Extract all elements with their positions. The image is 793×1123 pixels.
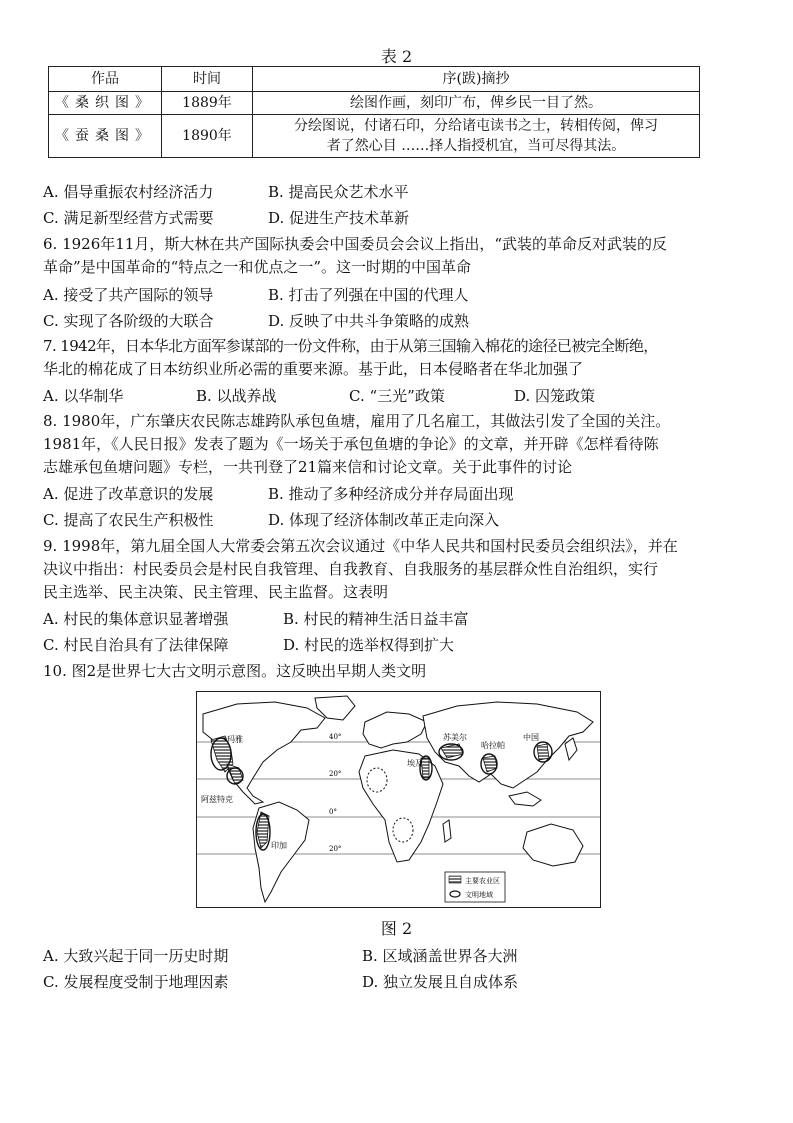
lat-label-equator: 0° [329, 808, 337, 816]
col-header-excerpt: 序(跋)摘抄 [253, 67, 700, 92]
q8-stem: 8. 1980年，广东肇庆农民陈志雄跨队承包鱼塘，雇用了几名雇工，其做法引发了全国的关注。 [43, 412, 671, 430]
q9-option-d: D. 村民的选举权得到扩大 [283, 636, 455, 654]
q9-stem: 9. 1998年，第九届全国人大常委会第五次会议通过《中华人民共和国村民委员会组织法》，并在 [43, 537, 678, 555]
q6-stem: 6. 1926年11月，斯大林在共产国际执委会中国委员会会议上指出，“武装的革命反对武装的反 [43, 235, 668, 253]
q6-stem: 革命”是中国革命的“特点之一和优点之一”。这一时期的中国革命 [43, 258, 472, 276]
q9-stem: 民主选举、民主决策、民主管理、民主监督。这表明 [43, 583, 389, 601]
q7-option-a: A. 以华制华 [43, 387, 124, 405]
legend-civ-label: 文明地域 [465, 891, 493, 899]
q7-option-b: B. 以战养战 [196, 387, 277, 405]
map-label-sumer: 苏美尔 [443, 733, 467, 742]
q9-stem: 决议中指出：村民委员会是村民自我管理、自我教育、自我服务的基层群众性自治组织，实行 [43, 560, 659, 578]
map-label-harappa: 哈拉帕 [481, 741, 505, 750]
q8-stem: 志雄承包鱼塘问题》专栏，一共刊登了21篇来信和讨论文章。关于此事件的讨论 [43, 458, 573, 476]
cell-excerpt-line: 者了然心目 ……择人指授机宜，当可尽得其法。 [326, 138, 626, 154]
figure-caption: 图 2 [380, 919, 413, 938]
excerpt-table [48, 66, 700, 158]
q6-option-a: A. 接受了共产国际的领导 [43, 286, 214, 304]
map-label-aztec: 阿兹特克 [201, 795, 233, 804]
map-svg [197, 692, 600, 907]
cell-year: 1890年 [162, 115, 253, 158]
australia-landmass [523, 824, 583, 866]
japan-landmass [565, 738, 577, 760]
legend-agri-swatch [449, 876, 461, 883]
q6-option-b: B. 打击了列强在中国的代理人 [268, 286, 469, 304]
table-row [49, 92, 700, 115]
cell-excerpt: 绘图作画，刻印广布，俾乡民一目了然。 [253, 92, 700, 115]
q10-option-b: B. 区域涵盖世界各大洲 [362, 947, 518, 965]
q8-stem: 1981年，《人民日报》发表了题为《一场关于承包鱼塘的争论》的文章，并开辟《怎样看待陈 [43, 435, 659, 453]
legend-agri-label: 主要农业区 [465, 877, 500, 885]
q8-option-d: D. 体现了经济体制改革正走向深入 [268, 511, 500, 529]
q10-option-a: A. 大致兴起于同一历史时期 [43, 947, 229, 965]
map-label-inca: 印加 [271, 841, 287, 850]
table-header-row [49, 67, 700, 92]
q10-option-d: D. 独立发展且自成体系 [362, 973, 519, 991]
q9-option-c: C. 村民自治具有了法律保障 [43, 636, 229, 654]
col-header-year: 时间 [162, 67, 253, 92]
table-row [49, 115, 700, 158]
q5-option-a: A. 倡导重振农村经济活力 [43, 183, 214, 201]
q9-option-b: B. 村民的精神生活日益丰富 [283, 610, 469, 628]
map-label-maya: 玛雅 [227, 735, 243, 744]
q10-stem: 10. 图2是世界七大古文明示意图。这反映出早期人类文明 [43, 662, 427, 680]
southeast-asia-islands [509, 792, 541, 806]
lat-label-20n: 20° [329, 770, 342, 778]
q7-stem: 7. 1942年，日本华北方面军参谋部的一份文件称，由于从第三国输入棉花的途径已被完全断绝， [43, 337, 658, 355]
cell-work: 《桑织图》 [49, 92, 162, 115]
africa-landmass [359, 750, 443, 862]
q8-option-b: B. 推动了多种经济成分并存局面出现 [268, 485, 514, 503]
q5-option-d: D. 促进生产技术革新 [268, 209, 410, 227]
q10-option-c: C. 发展程度受制于地理因素 [43, 973, 229, 991]
q7-option-d: D. 囚笼政策 [514, 387, 596, 405]
world-civilization-map [196, 691, 601, 908]
lat-label-40n: 40° [329, 733, 342, 741]
q6-option-d: D. 反映了中共斗争策略的成熟 [268, 312, 470, 330]
madagascar-landmass [443, 820, 451, 842]
q8-option-c: C. 提高了农民生产积极性 [43, 511, 214, 529]
cell-work: 《蚕桑图》 [49, 115, 162, 158]
cell-excerpt [253, 115, 700, 158]
q7-option-c: C. “三光”政策 [349, 387, 445, 405]
q7-stem: 华北的棉花成了日本纺织业所必需的重要来源。基于此，日本侵略者在华北加强了 [43, 360, 584, 378]
map-label-egypt: 埃及 [407, 759, 423, 768]
cell-excerpt-line: 分绘图说，付诸石印，分给诸屯读书之士，转相传阅，俾习 [294, 118, 658, 134]
q5-option-b: B. 提高民众艺术水平 [268, 183, 409, 201]
cell-year: 1889年 [162, 92, 253, 115]
table-title: 表 2 [380, 47, 413, 66]
map-label-china: 中国 [523, 733, 539, 742]
lat-label-20s: 20° [329, 845, 342, 853]
q9-option-a: A. 村民的集体意识显著增强 [43, 610, 229, 628]
q8-option-a: A. 促进了改革意识的发展 [43, 485, 214, 503]
q5-option-c: C. 满足新型经营方式需要 [43, 209, 214, 227]
europe-landmass [363, 712, 427, 748]
q6-option-c: C. 实现了各阶级的大联合 [43, 312, 214, 330]
col-header-work: 作品 [49, 67, 162, 92]
agri-area-china [537, 744, 549, 760]
